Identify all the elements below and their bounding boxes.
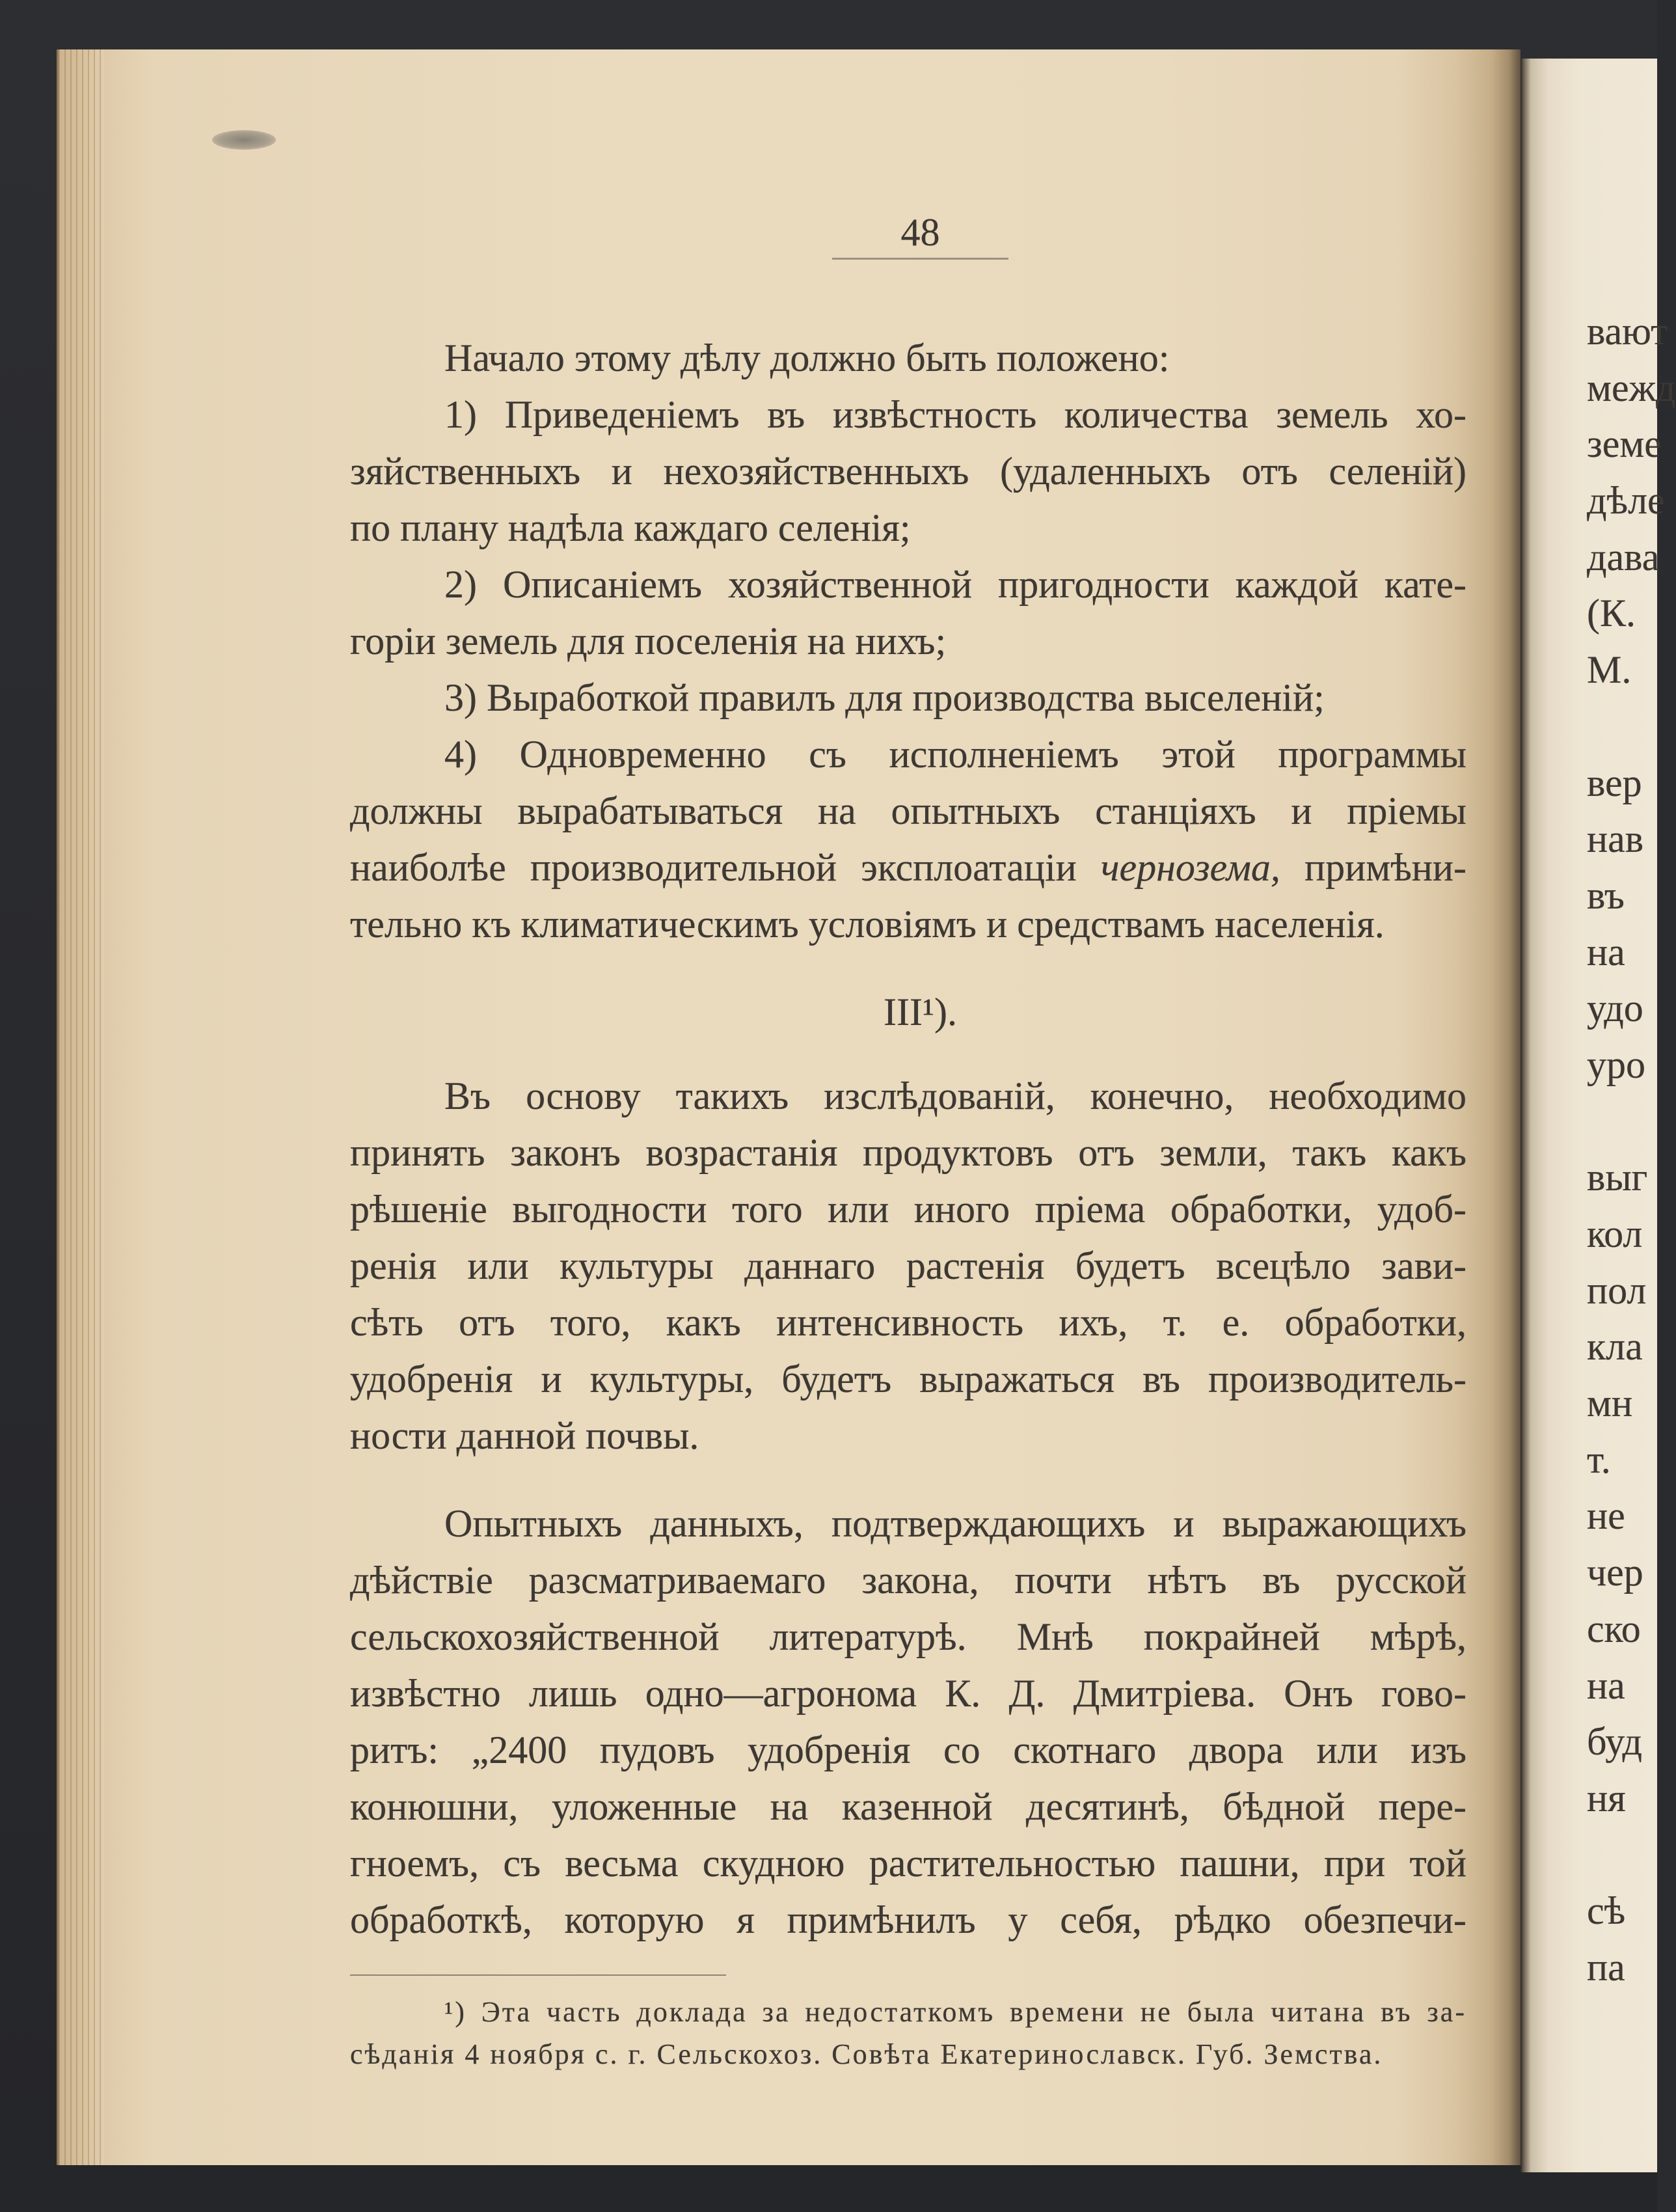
facing-page-paragraph bbox=[1587, 1149, 1657, 1826]
text-line: принять законъ возрастанія продуктовъ отъ земли, такъ какъ bbox=[350, 1131, 1466, 1174]
page-number-rule bbox=[832, 258, 1008, 260]
facing-page-paragraph bbox=[1587, 1883, 1657, 1995]
footnote bbox=[350, 1991, 1466, 2075]
facing-page-paragraph bbox=[1587, 755, 1657, 1093]
text-line: конюшни, уложенные на казенной десятинѣ, бѣдной пере- bbox=[350, 1785, 1466, 1828]
paragraph bbox=[350, 670, 1466, 726]
text-line bbox=[350, 840, 1466, 896]
paragraph bbox=[350, 1068, 1466, 1464]
text-line: дѣйствіе разсматриваемаго закона, почти нѣтъ въ русской bbox=[350, 1559, 1466, 1602]
text-line: ности данной почвы. bbox=[350, 1414, 699, 1457]
facing-page-text-fragment: нав bbox=[1587, 817, 1644, 861]
facing-page-paragraph bbox=[1587, 303, 1676, 698]
text-line: тельно къ климатическимъ условіямъ и средствамъ населенія. bbox=[350, 903, 1385, 946]
facing-page-text-fragment: кол bbox=[1587, 1212, 1643, 1255]
text-line: извѣстно лишь одно—агронома К. Д. Дмитріева. Онъ гово- bbox=[350, 1672, 1466, 1715]
facing-page-text-fragment: въ bbox=[1587, 873, 1625, 917]
text-line: ренія или культуры даннаго растенія будетъ всецѣло зави- bbox=[350, 1244, 1466, 1287]
paragraph bbox=[350, 330, 1466, 387]
italic-term: чернозема, bbox=[1100, 846, 1280, 889]
text-line: Въ основу такихъ изслѣдованій, конечно, необходимо bbox=[444, 1074, 1466, 1117]
facing-page-text-fragment: па bbox=[1587, 1945, 1625, 1989]
footnote-line: сѣданія 4 ноября с. г. Сельскохоз. Совѣта Екатеринославск. Губ. Земства. bbox=[350, 2038, 1383, 2070]
facing-page-text-fragment: на bbox=[1587, 930, 1625, 974]
intro-text bbox=[350, 330, 1466, 953]
text-line: горіи земель для поселенія на нихъ; bbox=[350, 620, 947, 662]
text-line: должны вырабатываться на опытныхъ станціяхъ и пріемы bbox=[350, 789, 1466, 832]
text-line: 1) Приведеніемъ въ извѣстность количества земель хо- bbox=[444, 393, 1466, 436]
paragraph bbox=[350, 1495, 1466, 1948]
text-line: сѣть отъ того, какъ интенсивность ихъ, т. е. обработки, bbox=[350, 1301, 1466, 1344]
text-line: по плану надѣла каждаго селенія; bbox=[350, 506, 911, 549]
facing-page-text-fragment: не bbox=[1587, 1494, 1625, 1538]
text-segment: примѣни- bbox=[1280, 846, 1466, 889]
facing-page-text-fragment: выг bbox=[1587, 1156, 1648, 1199]
facing-page-text-fragment: мн bbox=[1587, 1382, 1633, 1425]
text-line: обработкѣ, которую я примѣнилъ у себя, рѣдко обезпечи- bbox=[350, 1898, 1466, 1941]
facing-page-text-fragment: вают bbox=[1587, 310, 1668, 353]
stacked-page-edges bbox=[57, 49, 104, 2165]
facing-page-text-fragment: земе bbox=[1587, 422, 1662, 466]
text-line: удобренія и культуры, будетъ выражаться въ производитель- bbox=[350, 1358, 1466, 1400]
facing-page-text-fragment: межд bbox=[1587, 366, 1676, 409]
text-line: 4) Одновременно съ исполненіемъ этой программы bbox=[444, 733, 1466, 776]
facing-page-text-fragment: чер bbox=[1587, 1551, 1643, 1594]
facing-page-text-fragment: кла bbox=[1587, 1325, 1643, 1369]
facing-page-text-fragment: буд bbox=[1587, 1720, 1642, 1764]
facing-page-text-fragment: на bbox=[1587, 1663, 1625, 1707]
text-line: ритъ: „2400 пудовъ удобренія со скотнаго двора или изъ bbox=[350, 1728, 1466, 1771]
facing-page-text-fragment: пол bbox=[1587, 1268, 1647, 1312]
text-line: 3) Выработкой правилъ для производства выселеній; bbox=[444, 676, 1325, 719]
facing-page-text-fragment: ня bbox=[1587, 1776, 1626, 1820]
text-line: сельскохозяйственной литературѣ. Мнѣ покрайней мѣрѣ, bbox=[350, 1615, 1466, 1658]
facing-page-text-fragment: вер bbox=[1587, 761, 1642, 804]
facing-page-text-fragment: т. bbox=[1587, 1438, 1611, 1481]
facing-page-text bbox=[1587, 303, 1676, 1996]
paragraph bbox=[350, 726, 1466, 953]
facing-page-text-fragment: сѣ bbox=[1587, 1889, 1626, 1933]
page-number: 48 bbox=[900, 211, 940, 254]
facing-page-text-fragment: дѣле bbox=[1587, 479, 1665, 523]
facing-page-text-fragment: ско bbox=[1587, 1607, 1641, 1650]
text-line: зяйственныхъ и нехозяйственныхъ (удаленныхъ отъ селеній) bbox=[350, 450, 1466, 493]
facing-page-text-fragment: (К. bbox=[1587, 592, 1636, 635]
text-line: Начало этому дѣлу должно быть положено: bbox=[444, 336, 1170, 379]
footnote-line: ¹) Эта часть доклада за недостаткомъ времени не была читана въ за- bbox=[444, 1996, 1466, 2028]
facing-page-text-fragment: М. bbox=[1587, 648, 1632, 692]
text-line: гноемъ, съ весьма скудною растительностью пашни, при той bbox=[350, 1842, 1466, 1885]
section-heading: III¹). bbox=[884, 990, 957, 1033]
text-line: рѣшеніе выгодности того или иного пріема обработки, удоб- bbox=[350, 1188, 1466, 1231]
text-line: Опытныхъ данныхъ, подтверждающихъ и выражающихъ bbox=[444, 1502, 1466, 1545]
paragraph bbox=[350, 387, 1466, 556]
footnote-rule bbox=[350, 1974, 726, 1976]
paragraph bbox=[350, 556, 1466, 670]
facing-page-text-fragment: удо bbox=[1587, 987, 1643, 1030]
facing-page-text-fragment: дава bbox=[1587, 535, 1660, 579]
text-segment: наиболѣе производительной эксплоатаціи bbox=[350, 846, 1101, 889]
text-line: 2) Описаніемъ хозяйственной пригодности каждой кате- bbox=[444, 563, 1466, 606]
facing-page-text-fragment: уро bbox=[1587, 1043, 1645, 1086]
ink-smudge bbox=[212, 130, 276, 150]
